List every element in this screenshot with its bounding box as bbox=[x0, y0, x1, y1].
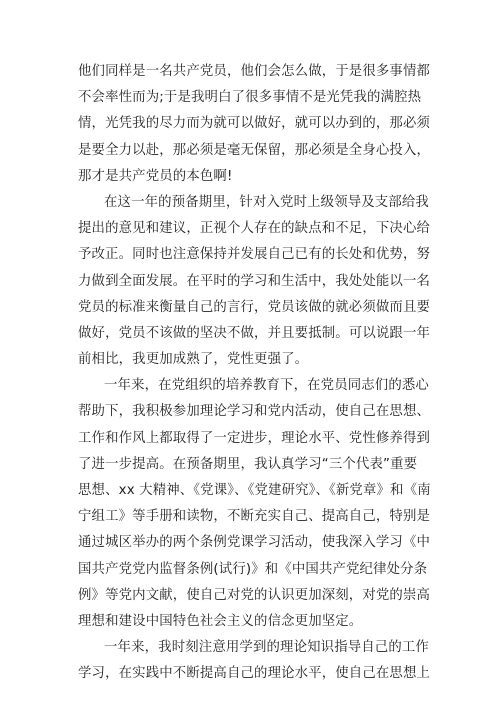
text-line: 通过城区举办的两个条例党课学习活动，使我深入学习《中 bbox=[78, 535, 431, 551]
text-line: 思想、xx 大精神、《党课》、《党建研究》、《新党章》和《南 bbox=[78, 483, 431, 498]
paragraph-first-line: 在这一年的预备期里，针对入党时上级领导及支部给我 bbox=[104, 194, 429, 210]
text-line: 前相比，我更加成熟了，党性更强了。 bbox=[78, 352, 309, 368]
text-line: 情，光凭我的尽力而为就可以做好，就可以办到的，那必须 bbox=[78, 116, 431, 132]
text-line: 了进一步提高。在预备期里，我认真学习“三个代表”重要 bbox=[78, 456, 418, 472]
text-line: 例》等党内文献，使自己对党的认识更加深刻，对党的崇高 bbox=[78, 587, 431, 603]
text-line: 学习，在实践中不断提高自己的理论水平，使自己在思想上 bbox=[78, 666, 431, 682]
text-line: 理想和建设中国特色社会主义的信念更加坚定。 bbox=[78, 613, 363, 629]
text-line: 做好，党员不该做的坚决不做，并且要抵制。可以说跟一年 bbox=[78, 325, 431, 341]
text-line: 是要全力以赴，那必须是毫无保留，那必须是全身心投入， bbox=[78, 142, 431, 158]
text-line: 不会率性而为;于是我明白了很多事情不是光凭我的满腔热 bbox=[78, 90, 422, 106]
document-body bbox=[78, 59, 431, 688]
paragraph-first-line: 一年来，在党组织的培养教育下，在党员同志们的悉心 bbox=[104, 378, 429, 394]
paragraph-first-line: 一年来，我时刻注意用学到的理论知识指导自己的工作 bbox=[104, 640, 429, 656]
text-line: 他们同样是一名共产党员，他们会怎么做，于是很多事情都 bbox=[78, 64, 431, 79]
text-line: 力做到全面发展。在平时的学习和生活中，我处处能以一名 bbox=[78, 273, 431, 289]
text-line: 提出的意见和建议，正视个人存在的缺点和不足，下决心给 bbox=[78, 221, 431, 237]
text-line: 宁组工》等手册和读物，不断充实自己、提高自己，特别是 bbox=[78, 509, 431, 525]
text-line: 帮助下，我积极参加理论学习和党内活动，使自己在思想、 bbox=[78, 404, 431, 420]
text-line: 党员的标准来衡量自己的言行，党员该做的就必须做而且要 bbox=[78, 299, 431, 315]
text-line: 国共产党党内监督条例(试行)》和《中国共产党纪律处分条 bbox=[78, 561, 428, 577]
text-line: 那才是共产党员的本色啊! bbox=[78, 168, 233, 184]
text-line: 予改正。同时也注意保持并发展自己已有的长处和优势，努 bbox=[78, 247, 431, 263]
text-line: 工作和作风上都取得了一定进步，理论水平、党性修养得到 bbox=[78, 430, 431, 446]
